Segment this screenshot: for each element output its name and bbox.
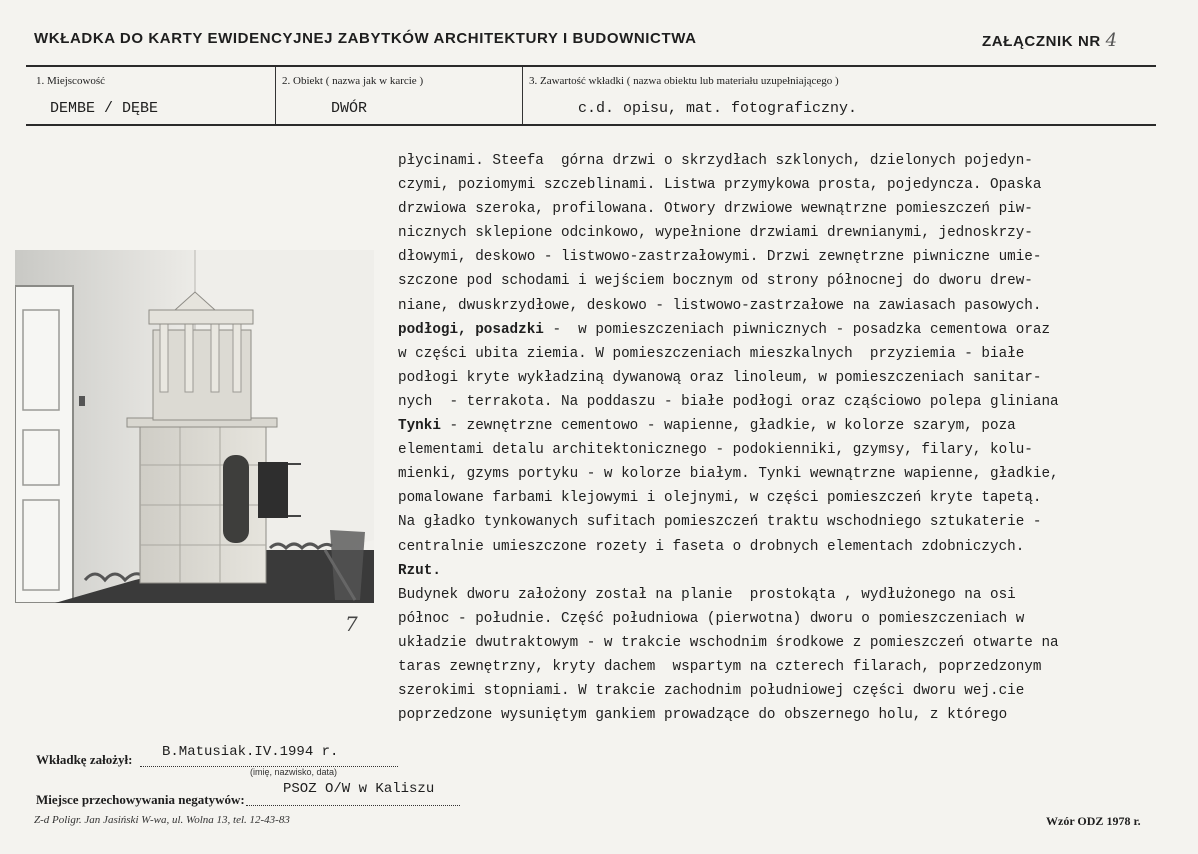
form-model-label: Wzór ODZ 1978 r. (1046, 814, 1141, 828)
text-line: płycinami. Steefa górna drzwi o skrzydłach szklonych, dzielonych pojedyn- (398, 153, 1033, 169)
header-rule-top (26, 65, 1156, 67)
text-line: podłogi, posadzki - w pomieszczeniach piwnicznych - posadzka cementowa oraz (398, 321, 1051, 338)
text-line: podłogi kryte wykładziną dywanową oraz linoleum, w pomieszczeniach sanitar- (398, 369, 1042, 386)
printer-imprint: Z-d Poligr. Jan Jasiński W-wa, ul. Wolna 13, tel. 12-43-83 (34, 814, 290, 826)
text-line: centralnie umieszczone rozety i faseta o drobnych elementach zdobniczych. (398, 538, 1025, 555)
field-divider-1 (275, 67, 276, 124)
negatives-value: PSOZ O/W w Kaliszu (283, 781, 435, 797)
text-line: czymi, poziomymi szczeblinami. Listwa przymykowa prosta, pojedyncza. Opaska (398, 177, 1042, 194)
field-label-object: 2. Obiekt ( nazwa jak w karcie ) (282, 75, 424, 87)
text-line: Na gładko tynkowanych sufitach pomieszczeń traktu wschodniego sztukaterie - (398, 514, 1042, 531)
annex-number: 4 (1105, 30, 1118, 51)
negatives-label: Miejsce przechowywania negatywów: (36, 792, 245, 807)
text-line: północ - południe. Część południowa (pierwotna) dworu o pomieszczeniach w (398, 610, 1025, 627)
photo-number: 7 (345, 612, 358, 636)
text-line: Tynki - zewnętrzne cementowo - wapienne, gładkie, w kolorze szarym, poza (398, 418, 1016, 435)
text-line: szerokimi stopniami. W trakcie zachodnim południowej części dworu wej.cie (398, 683, 1025, 700)
text-line: w części ubita ziemia. W pomieszczeniach mieszkalnych przyziemia - białe (398, 345, 1025, 362)
form-title: WKŁADKA DO KARTY EWIDENCYJNEJ ZABYTKÓW ARCHITEKTURY I BUDOWNICTWA (34, 30, 697, 47)
text-line: poprzedzone wysuniętym gankiem prowadzące do obszernego holu, z którego (398, 707, 1008, 724)
author-value: B.Matusiak.IV.1994 r. (162, 744, 339, 760)
text-line: Budynek dworu założony został na planie prostokąta , wydłużonego na osi (398, 586, 1016, 603)
field-label-contents: 3. Zawartość wkładki ( nazwa obiektu lub materiału uzupełniającego ) (529, 75, 839, 87)
text-line: dłowymi, deskowo - listwowo-zastrzałowymi. Drzwi zewnętrzne piwniczne umie- (398, 249, 1042, 266)
annex-label-text: ZAŁĄCZNIK NR (982, 33, 1101, 50)
field-value-locality: DEMBE / DĘBE (50, 100, 159, 117)
text-line: szczone pod schodami i wejściem bocznym od strony północnej do dworu drew- (398, 273, 1033, 290)
text-line: drzwiowa szeroka, profilowana. Otwory drzwiowe wewnątrzne pomieszczeń piw- (398, 201, 1033, 218)
text-line: pomalowane farbami klejowymi i olejnymi, w części pomieszczeń kryte tapetą. (398, 490, 1042, 507)
text-line: Rzut. (398, 562, 441, 579)
text-line: taras zewnętrzny, kryty dachem wspartym na czterech filarach, poprzedzonym (398, 658, 1042, 675)
stove-photograph (15, 250, 374, 603)
description-text (398, 149, 1168, 727)
field-divider-2 (522, 67, 523, 124)
text-line: elementami detalu architektonicznego - podokienniki, gzymsy, filary, kolu- (398, 442, 1033, 459)
annex-label (982, 30, 1118, 51)
header-rule-bottom (26, 124, 1156, 126)
text-line: mienki, gzyms portyku - w kolorze białym. Tynki wewnątrzne wapienne, gładkie, (398, 466, 1059, 483)
text-line: nicznych sklepione odcinkowo, wypełnione drzwiami drewnianymi, jednoskrzy- (398, 225, 1033, 242)
field-label-locality: 1. Miejscowość (36, 75, 106, 87)
field-value-contents: c.d. opisu, mat. fotograficzny. (578, 100, 858, 117)
field-value-object: DWÓR (331, 100, 368, 117)
author-label: Wkładkę założył: (36, 752, 133, 767)
text-line: układzie dwutraktowym - w trakcie wschodnim środkowe z pomieszczeń otwarte na (398, 634, 1059, 651)
text-line: nych - terrakota. Na poddaszu - białe podłogi oraz cząściowo polepa gliniana (398, 393, 1059, 410)
author-caption: (imię, nazwisko, data) (250, 767, 338, 777)
text-line: niane, dwuskrzydłowe, deskowo - listwowo-zastrzałowe na zawiasach pasowych. (398, 297, 1042, 314)
